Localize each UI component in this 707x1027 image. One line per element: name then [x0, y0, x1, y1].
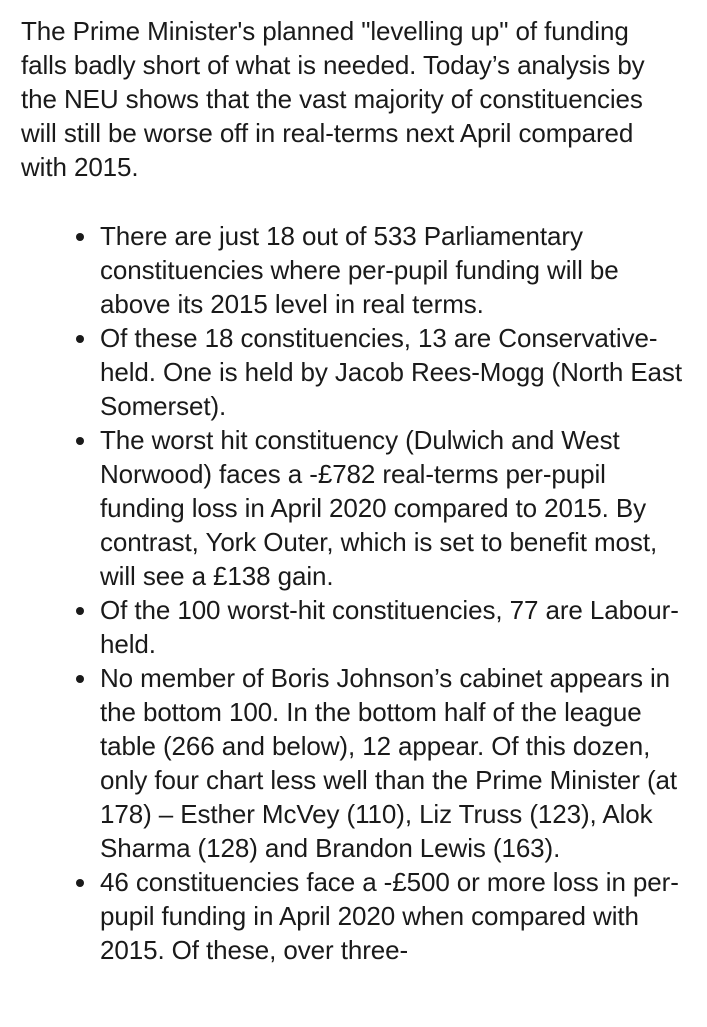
bullet-item — [0, 423, 707, 593]
bullet-text: There are just 18 out of 533 Parliamentary constituencies where per-pupil funding will be above its 2015 level in real terms. — [100, 221, 619, 319]
bullet-dot-icon — [76, 675, 84, 683]
bullet-list — [0, 219, 707, 967]
bullet-dot-icon — [76, 437, 84, 445]
bullet-item — [0, 321, 707, 423]
bullet-dot-icon — [76, 335, 84, 343]
bullet-text: 46 constituencies face a -£500 or more loss in per-pupil funding in April 2020 when compared with 2015. Of these, over three- — [100, 867, 679, 965]
bullet-dot-icon — [76, 607, 84, 615]
bullet-text: Of the 100 worst-hit constituencies, 77 are Labour-held. — [100, 595, 679, 659]
bullet-item — [0, 219, 707, 321]
bullet-item — [0, 661, 707, 865]
bullet-dot-icon — [76, 233, 84, 241]
bullet-item — [0, 593, 707, 661]
bullet-text: Of these 18 constituencies, 13 are Conservative-held. One is held by Jacob Rees-Mogg (North East Somerset). — [100, 323, 682, 421]
bullet-text: No member of Boris Johnson’s cabinet appears in the bottom 100. In the bottom half of the league table (266 and below), 12 appear. Of this dozen, only four chart less well than the Prime Minister (at 178) – Esther McVey (110), Liz Truss (123), Alok Sharma (128) and Brandon Lewis (163). — [100, 663, 678, 863]
bullet-item — [0, 865, 707, 967]
bullet-text: The worst hit constituency (Dulwich and West Norwood) faces a -£782 real-terms per-pupil funding loss in April 2020 compared to 2015. By contrast, York Outer, which is set to benefit most, will see a £138 gain. — [100, 425, 658, 591]
bullet-dot-icon — [76, 879, 84, 887]
intro-paragraph: The Prime Minister's planned "levelling up" of funding falls badly short of what is needed. Today’s analysis by the NEU shows that the vast majority of constituencies will still be worse off in real-terms next April compared with 2015. — [21, 16, 645, 182]
